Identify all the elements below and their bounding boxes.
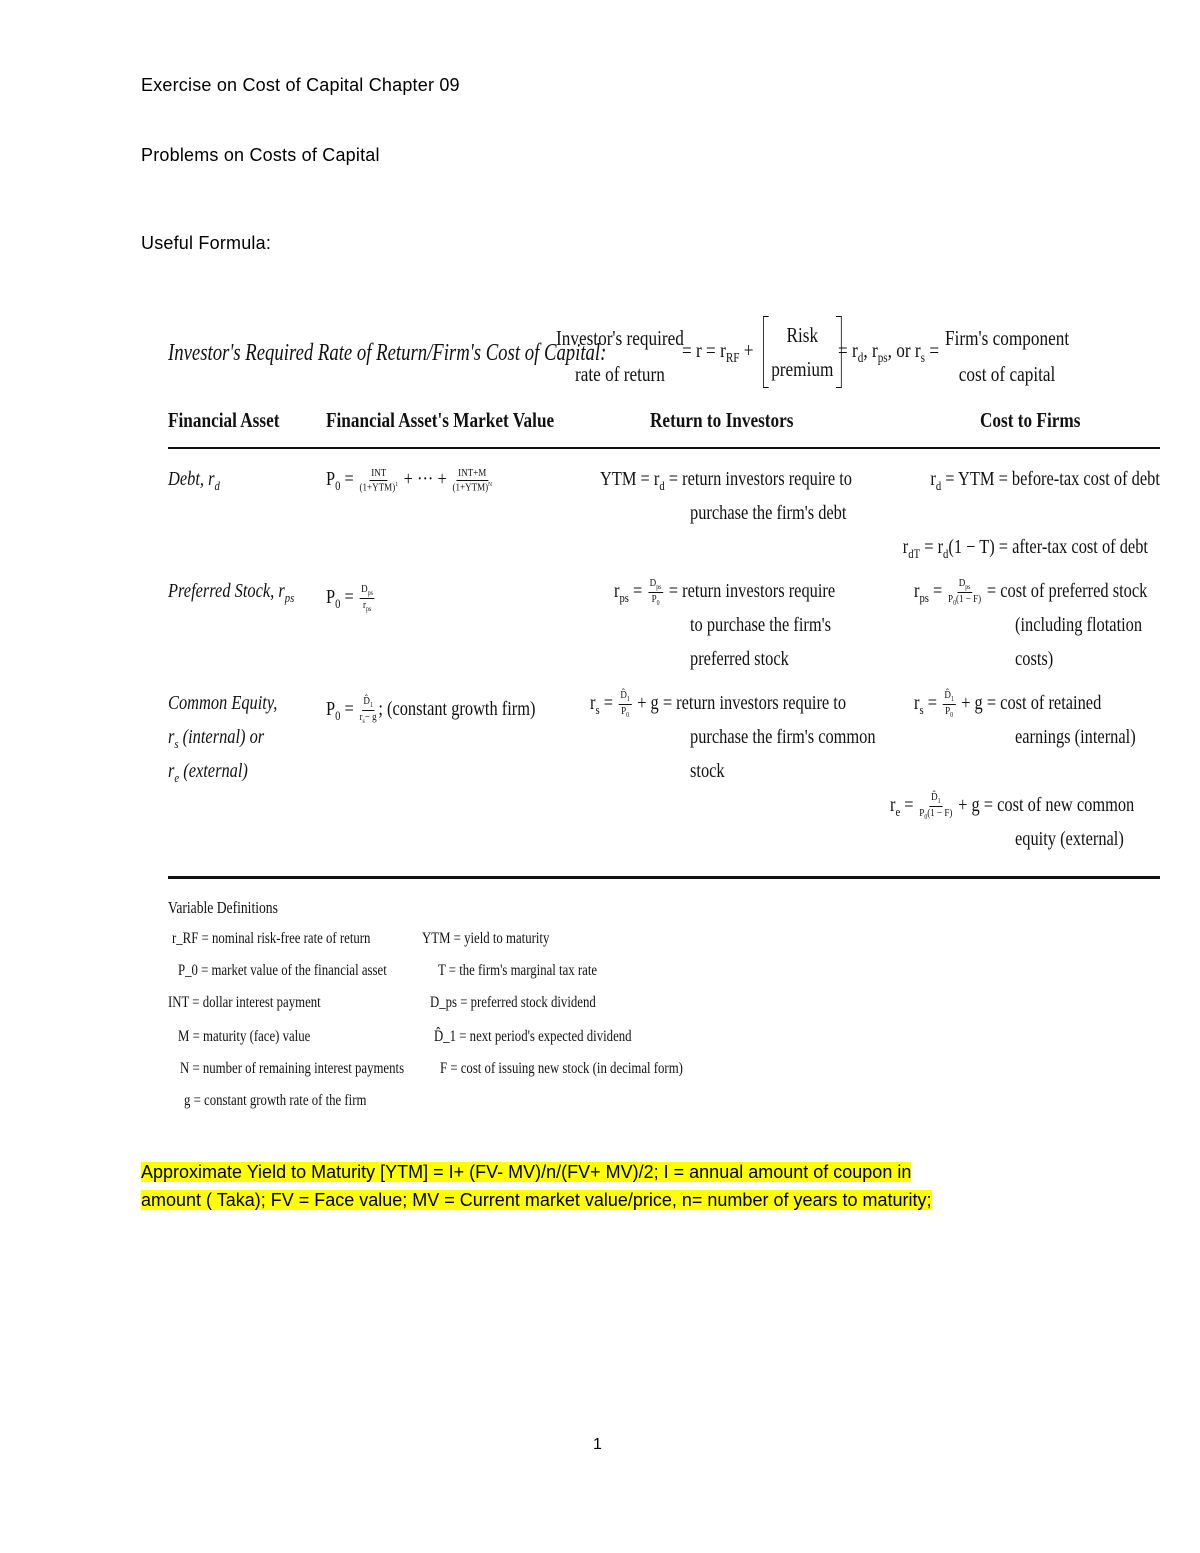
ytm-note-line1: Approximate Yield to Maturity [YTM] = I+ (FV- MV)/n/(FV+ MV)/2; I = annual amount of coupon in [141,1162,912,1182]
debt-cost-tail: = YTM = before-tax cost of debt [945,468,1160,490]
debt-num2: INT+M [458,466,487,479]
debt-return-line2: purchase the firm's debt [690,502,847,524]
debt-return-tail: = return investors require to [668,468,853,490]
def-left-2: INT = dollar interest payment [168,994,321,1011]
pref-mv-den: r [362,598,366,611]
debt-asset-sub: d [214,478,220,493]
common-cost-re: $r_e$ = $\frac{D̂_1}{P_0(1 - F)}$ + g = cost of new common [890,790,1135,822]
def-left-0: r_RF = nominal risk-free rate of return [172,930,371,947]
firm-component-cost [945,320,1069,392]
def-right-3: D̂_1 = next period's expected dividend [434,1028,632,1045]
col-cost-to-firms: Cost to Firms [980,408,1081,432]
preferred-market-value: $P_0$ = $\frac{D_{ps}}{r_{ps}}$ [326,582,373,614]
def-left-5: g = constant growth rate of the firm [184,1092,367,1109]
col-return-to-investors: Return to Investors [650,408,794,432]
pref-cost-num: D [958,576,966,589]
debt-num1: INT [371,466,387,479]
risk-premium-bracket [763,318,842,386]
eq-right: = r [838,338,858,362]
def-left-1: P_0 = market value of the financial asset [178,962,387,979]
pref-ret-num: D [649,576,657,589]
common-return: $r_s$ = $\frac{D̂_1}{P_0}$ + g = return investors require to [590,688,847,720]
debt-market-value: $P_0$ = $\frac{\text{INT}}{(1+YTM)^1}$ + ··· + $\frac{\text{INT+M}}{(1+YTM)^N}$ [326,466,493,494]
col-financial-asset: Financial Asset [168,408,280,432]
eq-plus: + [743,338,754,362]
def-left-3: M = maturity (face) value [178,1028,311,1045]
debt-cost2-end: (1 − T) = after-tax cost of debt [948,536,1148,558]
common-return-line1: + g = return investors require to [637,692,847,714]
debt-cost-r: r [930,468,936,490]
common-external: (external) [183,760,248,782]
common-cost-e-num: D̂ [931,790,938,803]
debt-den1: (1+YTM) [359,481,396,494]
preferred-asset-sub: ps [284,590,295,605]
ytm-note [141,1158,1041,1214]
eq-rf-term [682,338,754,366]
eq-risk: Risk [786,323,819,347]
preferred-asset-label: Preferred Stock, r [168,580,285,602]
debt-mid: + ··· + [403,468,447,490]
bottom-rule [168,876,1160,879]
pref-r: r [614,580,620,602]
def-right-1: T = the firm's marginal tax rate [438,962,598,979]
common-cost-s-line1: + g = cost of retained [961,692,1102,714]
common-re: r [168,760,175,782]
preferred-cost-line3: costs) [1015,648,1054,670]
page-number: 1 [593,1436,602,1453]
common-mv-num: D̂ [363,694,370,707]
debt-asset [168,462,220,503]
common-asset-line1: Common Equity, [168,692,278,714]
pref-cost-line1: = cost of preferred stock [986,580,1148,602]
definitions-title: Variable Definitions [168,898,278,917]
debt-ytm-rd: YTM = r [600,468,660,490]
header-rule [168,447,1160,449]
debt-asset-label: Debt, r [168,468,215,490]
def-right-4: F = cost of issuing new stock (in decimal form) [440,1060,683,1077]
pref-cost-den: P [948,592,954,605]
debt-cost-line1: $r_d$ = YTM = before-tax cost of debt [930,468,1160,493]
investor-required-rate [556,320,684,392]
eq-component-term: = $r_d$, $r_{ps}$, or $r_s$ = [838,338,940,366]
debt-return-line1: YTM = $r_d$ = return investors require to [600,468,853,493]
eq-mid: = r = r [682,338,726,362]
eq-investor-line2: rate of return [575,362,665,386]
pref-mv-num: D [361,582,368,595]
debt-cost2-eq: = r [924,536,944,558]
common-asset-line3: $r_e$ (external) [168,760,248,785]
common-return-line2: purchase the firm's common [690,726,876,748]
eq-firm-line1: Firm's component [945,326,1070,350]
debt-cost-line2: $r_{dT} = r_d(1 - T)$ = after-tax cost of debt [902,536,1148,561]
eq-premium: premium [771,357,834,381]
debt-den2: (1+YTM) [452,481,489,494]
preferred-cost-line2: (including flotation [1015,614,1143,636]
preferred-return-line2: to purchase the firm's [690,614,831,636]
eq-investor-line1: Investor's required [556,326,684,350]
pref-return-line1: = return investors require [668,580,836,602]
debt-cost2-r: r [902,536,909,558]
common-internal: (internal) or [182,726,265,748]
ytm-note-line2: amount ( Taka); FV = Face value; MV = Current market value/price, n= number of years to maturity; [141,1190,932,1210]
document-subtitle: Problems on Costs of Capital [141,145,380,165]
common-mv-tail: ; (constant growth firm) [378,698,536,720]
common-ret-num: D̂ [620,688,627,701]
preferred-asset [168,574,294,615]
preferred-return-line3: preferred stock [690,648,789,670]
preferred-return: $r_{ps}$ = $\frac{D_{ps}}{P_0}$ = return investors require [614,576,836,608]
formula-heading: Useful Formula: [141,233,272,253]
common-market-value: $P_0$ = $\frac{D̂_1}{r_s- g}$ ; (constant growth firm) [326,694,536,726]
def-right-2: D_ps = preferred stock dividend [430,994,596,1011]
table-caption: Investor's Required Rate of Return/Firm's Cost of Capital: [168,340,607,366]
common-rs: r [168,726,175,748]
eq-mid-sub: RF [725,350,740,366]
common-asset-line2: $r_s$ (internal) or [168,726,265,751]
def-left-4: N = number of remaining interest payments [180,1060,405,1077]
document-title: Exercise on Cost of Capital Chapter 09 [141,75,460,95]
debt-den2-sup: N [488,480,493,488]
def-right-0: YTM = yield to maturity [422,930,550,947]
common-return-line3: stock [690,760,725,782]
common-cost-e-line2: equity (external) [1015,828,1124,850]
p0: P [326,468,336,490]
eq-firm-line2: cost of capital [958,362,1056,386]
eq-right-tail: , or r [887,338,921,362]
common-cost-rs: $r_s$ = $\frac{D̂_1}{P_0}$ + g = cost of retained [914,688,1102,720]
common-cost-s-line2: earnings (internal) [1015,726,1136,748]
pref-cost-den-tail: (1 − F) [955,592,982,605]
common-mv-den: r [359,710,363,723]
pref-ret-den: P [651,592,657,605]
col-market-value: Financial Asset's Market Value [326,408,555,432]
common-cost-e-line1: + g = cost of new common [958,794,1135,816]
common-mv-den-tail: − g [364,710,377,723]
common-cost-e-den-tail: (1 − F) [927,806,953,819]
preferred-cost: $r_{ps}$ = $\frac{D_{ps}}{P_0(1 - F)}$ = cost of preferred stock [914,576,1148,608]
common-ret-den: P [621,704,627,717]
common-cost-e-den: P [919,806,925,819]
